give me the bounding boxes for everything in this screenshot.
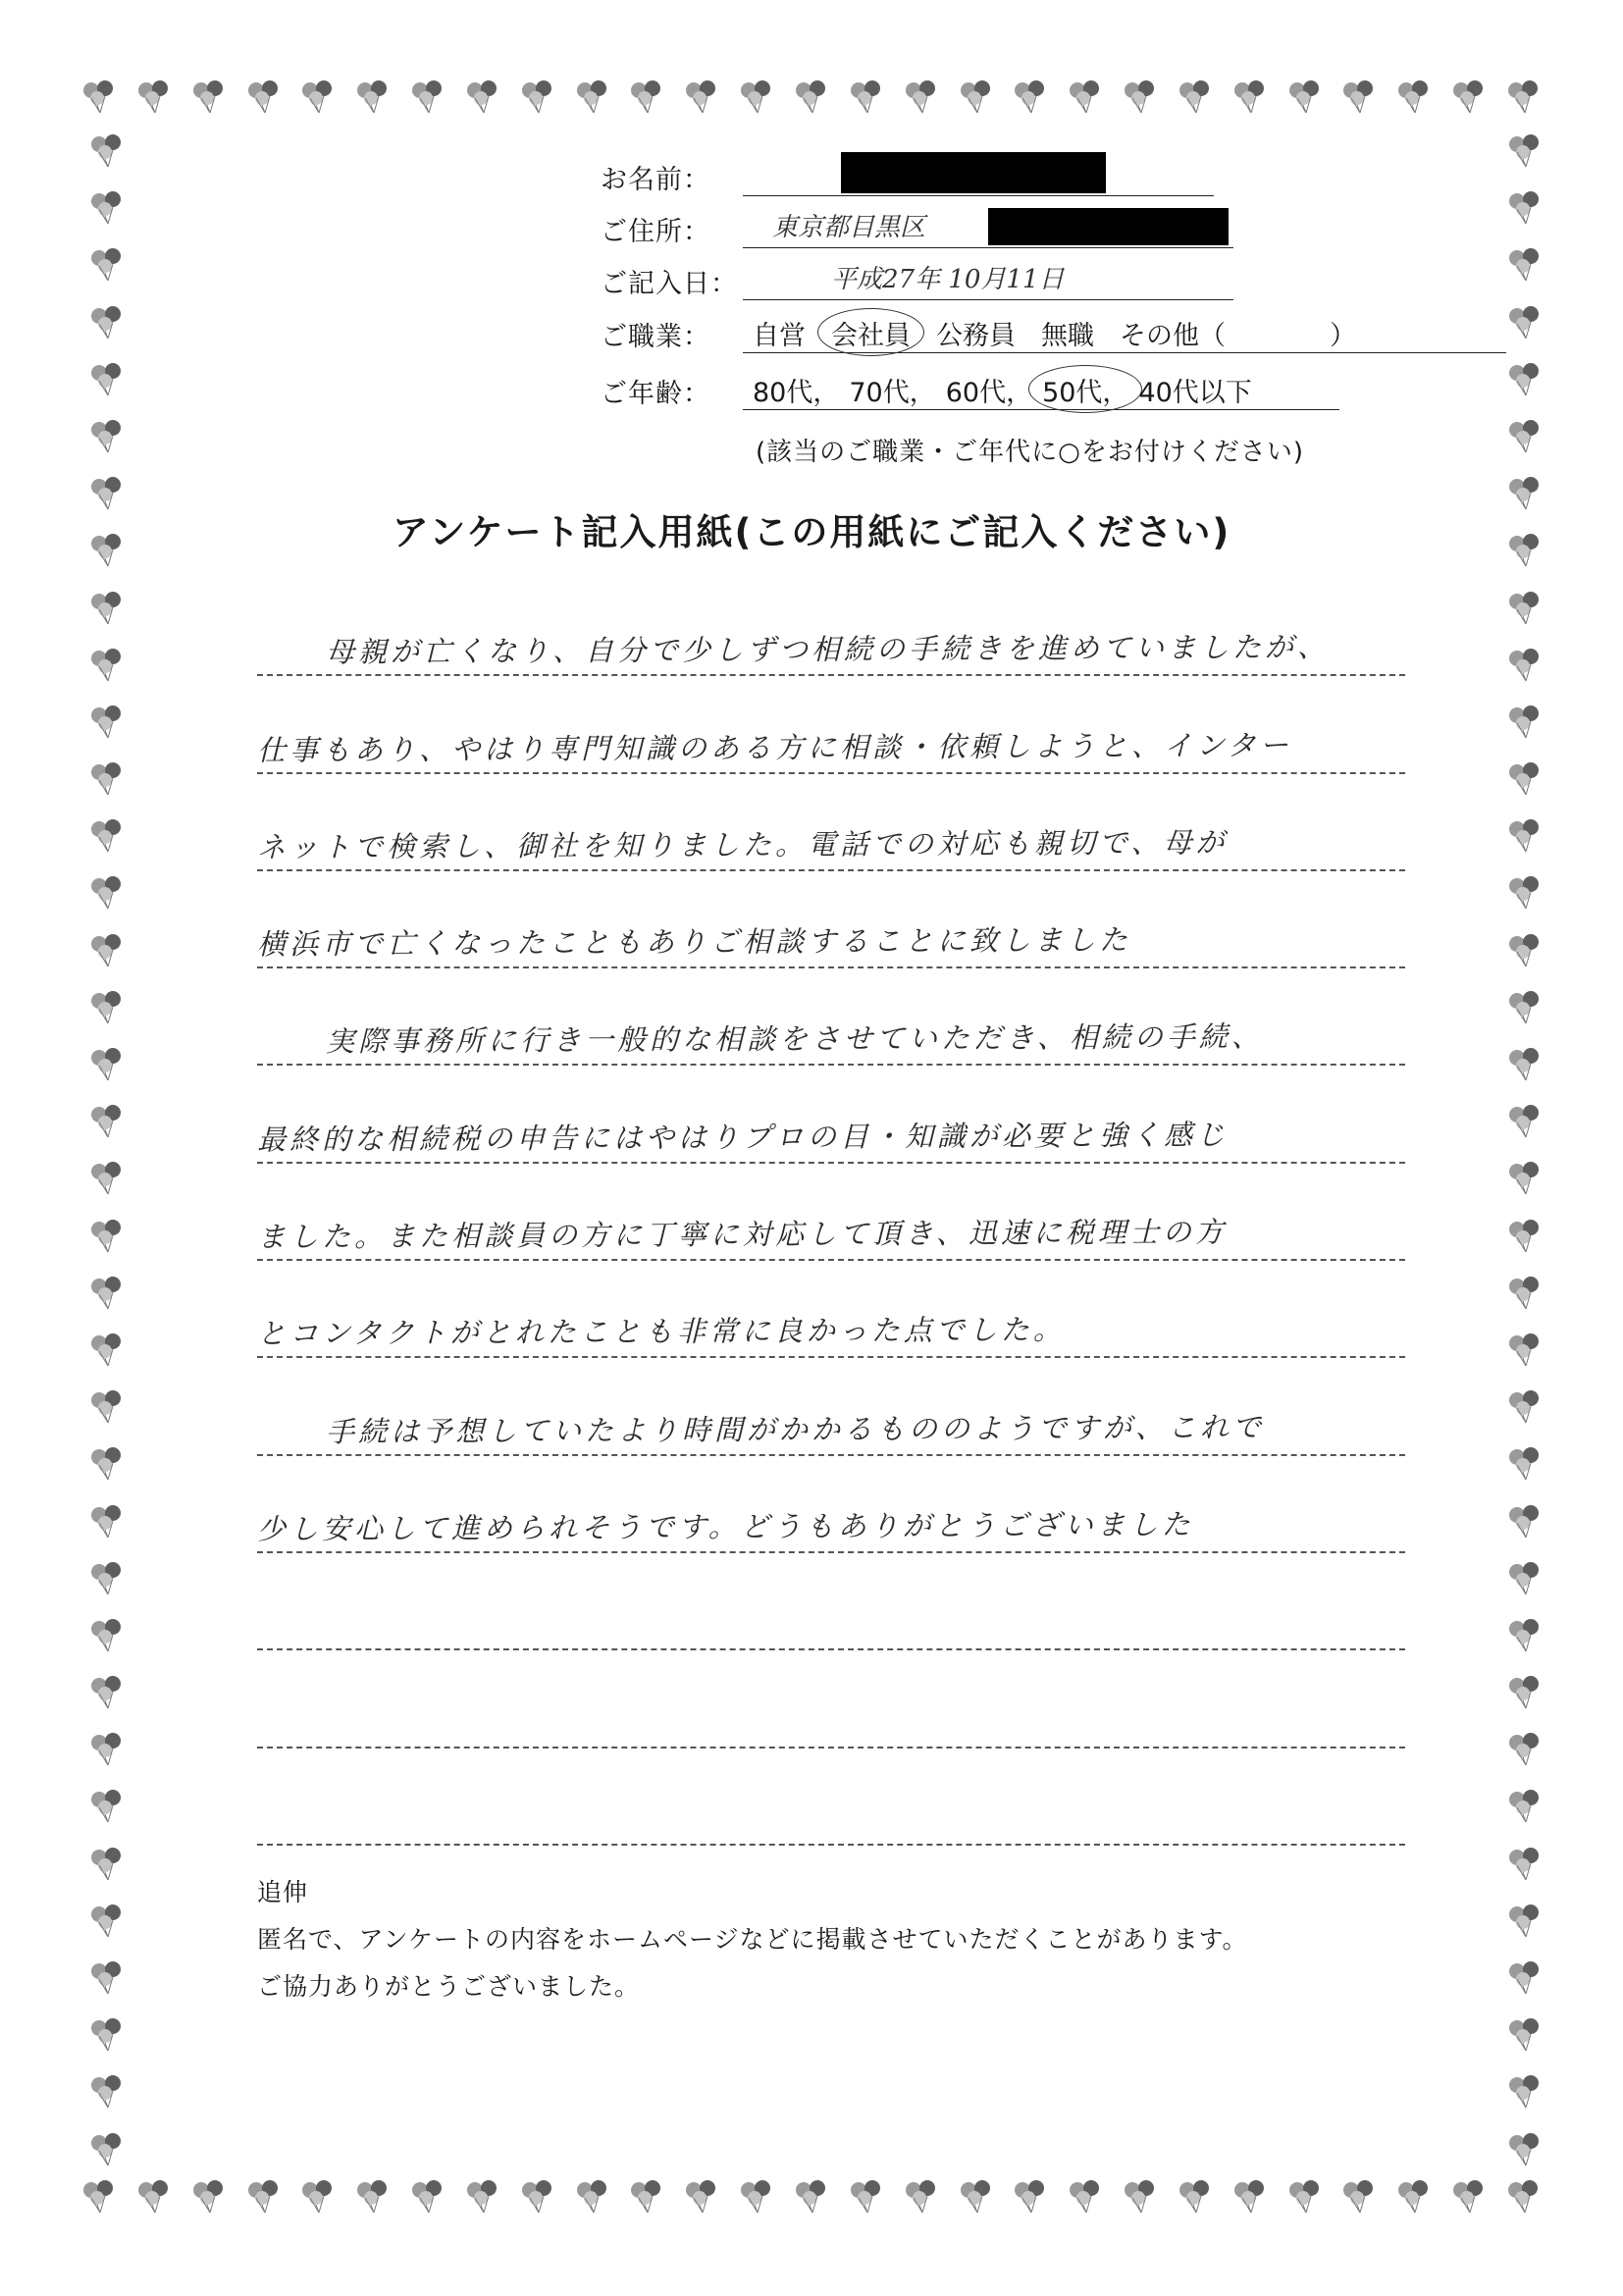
balloon-bunch-icon <box>1177 2178 1216 2216</box>
balloon-bunch-icon <box>88 1331 128 1369</box>
balloon-bunch-icon <box>793 78 832 116</box>
balloon-bunch-icon <box>1506 132 1545 170</box>
balloon-bunch-icon <box>88 1560 128 1597</box>
balloon-bunch-icon <box>88 989 128 1026</box>
postscript-line-1: 匿名で、アンケートの内容をホームページなどに掲載させていただくことがあります。 <box>257 1925 1248 1954</box>
balloon-bunch-icon <box>738 2178 777 2216</box>
address-value: 東京都目黒区 <box>772 213 926 242</box>
balloon-bunch-icon <box>80 78 120 116</box>
balloon-bunch-icon <box>519 78 558 116</box>
address-redaction <box>988 208 1229 245</box>
balloon-bunch-icon <box>88 1846 128 1883</box>
balloon-bunch-icon <box>1506 1445 1545 1483</box>
balloon-bunch-icon <box>683 2178 722 2216</box>
date-value-line <box>743 256 1233 300</box>
age-option: 40代以下 <box>1138 378 1252 408</box>
balloon-bunch-icon <box>464 78 503 116</box>
balloon-bunch-icon <box>299 2178 339 2216</box>
balloon-bunch-icon <box>88 1617 128 1654</box>
job-options <box>743 309 1506 353</box>
age-option: 80代， <box>753 378 840 408</box>
balloon-bunch-icon <box>628 78 667 116</box>
balloon-bunch-icon <box>848 2178 887 2216</box>
ruled-line <box>257 579 1405 676</box>
balloon-bunch-icon <box>1450 2178 1490 2216</box>
balloon-bunch-icon <box>88 760 128 798</box>
balloon-bunch-icon <box>88 1503 128 1540</box>
balloon-bunch-icon <box>299 78 339 116</box>
balloon-bunch-icon <box>1506 189 1545 227</box>
border-bottom <box>80 2178 1544 2216</box>
handwritten-text: 最終的な相続税の申告にはやはりプロの目・知識が必要と強く感じ <box>256 1118 1230 1157</box>
postscript <box>257 1869 1248 2010</box>
ruled-line <box>257 1164 1405 1261</box>
job-option: 公務員 <box>936 321 1016 351</box>
balloon-bunch-icon <box>1506 246 1545 284</box>
job-option: 会社員 <box>829 314 913 352</box>
balloon-bunch-icon <box>738 78 777 116</box>
date-value: 平成27年 10月11日 <box>831 265 1065 294</box>
address-field <box>601 201 1233 248</box>
balloon-bunch-icon <box>245 78 285 116</box>
balloon-bunch-icon <box>190 2178 230 2216</box>
age-label: ご年齢： <box>601 379 710 409</box>
balloon-bunch-icon <box>190 78 230 116</box>
balloon-bunch-icon <box>1506 1388 1545 1426</box>
balloon-bunch-icon <box>88 361 128 398</box>
balloon-bunch-icon <box>1506 2016 1545 2054</box>
balloon-bunch-icon <box>1506 704 1545 741</box>
balloon-bunch-icon <box>1067 78 1106 116</box>
balloon-bunch-icon <box>848 78 887 116</box>
balloon-bunch-icon <box>1506 1560 1545 1597</box>
balloon-bunch-icon <box>574 2178 613 2216</box>
balloon-bunch-icon <box>1506 1103 1545 1140</box>
balloon-bunch-icon <box>1122 2178 1161 2216</box>
postscript-heading: 追伸 <box>257 1878 309 1906</box>
balloon-bunch-icon <box>1286 78 1326 116</box>
balloon-bunch-icon <box>793 2178 832 2216</box>
balloon-bunch-icon <box>1012 2178 1051 2216</box>
balloon-bunch-icon <box>1506 1959 1545 1997</box>
ruled-line <box>257 1456 1405 1553</box>
name-value <box>743 152 1214 196</box>
balloon-bunch-icon <box>1506 418 1545 455</box>
balloon-bunch-icon <box>88 246 128 284</box>
balloon-bunch-icon <box>464 2178 503 2216</box>
balloon-bunch-icon <box>88 418 128 455</box>
balloon-bunch-icon <box>1012 78 1051 116</box>
border-top <box>80 78 1544 116</box>
balloon-bunch-icon <box>354 2178 393 2216</box>
balloon-bunch-icon <box>88 1046 128 1083</box>
form-title: アンケート記入用紙(この用紙にご記入ください) <box>392 511 1231 553</box>
ruled-line <box>257 968 1405 1066</box>
address-value-line <box>743 204 1233 248</box>
balloon-bunch-icon <box>88 874 128 912</box>
balloon-bunch-icon <box>88 1275 128 1312</box>
balloon-bunch-icon <box>88 647 128 684</box>
balloon-bunch-icon <box>1231 78 1271 116</box>
job-option: 自営 <box>753 321 806 351</box>
handwritten-text: 横浜市で亡くなったこともありご相談することに致しました <box>256 922 1132 962</box>
balloon-bunch-icon <box>88 1388 128 1426</box>
handwritten-text: とコンタクトがとれたことも非常に良かった点でした。 <box>256 1313 1066 1351</box>
handwritten-text: ました。また相談員の方に丁寧に対応して頂き、迅速に税理士の方 <box>256 1215 1228 1254</box>
balloon-bunch-icon <box>1395 78 1435 116</box>
balloon-bunch-icon <box>1450 78 1490 116</box>
ruled-line <box>257 871 1405 968</box>
balloon-bunch-icon <box>1506 1903 1545 1940</box>
ruled-line <box>257 1650 1405 1748</box>
balloon-bunch-icon <box>135 2178 175 2216</box>
handwritten-text: 手続は予想していたより時間がかかるもののようですが、これで <box>325 1409 1266 1448</box>
balloon-bunch-icon <box>1506 304 1545 341</box>
ruled-line <box>257 1358 1405 1455</box>
ruled-line <box>257 1553 1405 1650</box>
balloon-bunch-icon <box>409 78 448 116</box>
balloon-bunch-icon <box>1505 2178 1544 2216</box>
balloon-bunch-icon <box>88 1788 128 1825</box>
balloon-bunch-icon <box>1506 817 1545 855</box>
balloon-bunch-icon <box>1506 1674 1545 1711</box>
balloon-bunch-icon <box>1506 1046 1545 1083</box>
balloon-bunch-icon <box>1506 1331 1545 1369</box>
balloon-bunch-icon <box>1506 2073 1545 2111</box>
date-label: ご記入日： <box>601 269 738 299</box>
balloon-bunch-icon <box>88 704 128 741</box>
balloon-bunch-icon <box>1067 2178 1106 2216</box>
balloon-bunch-icon <box>1506 1731 1545 1768</box>
balloon-bunch-icon <box>88 189 128 227</box>
date-field <box>601 253 1233 300</box>
balloon-bunch-icon <box>1506 932 1545 969</box>
selection-note: (該当のご職業・ご年代に○をお付けください) <box>756 438 1304 467</box>
balloon-bunch-icon <box>409 2178 448 2216</box>
job-field <box>601 306 1506 353</box>
balloon-bunch-icon <box>1506 989 1545 1026</box>
balloon-bunch-icon <box>88 1731 128 1768</box>
balloon-bunch-icon <box>80 2178 120 2216</box>
age-option: 50代， <box>1040 371 1130 409</box>
handwritten-text: 仕事もあり、やはり専門知識のある方に相談・依頼しようと、インター <box>256 727 1292 767</box>
balloon-bunch-icon <box>958 78 997 116</box>
balloon-bunch-icon <box>574 78 613 116</box>
age-option: 60代， <box>945 378 1033 408</box>
balloon-bunch-icon <box>519 2178 558 2216</box>
balloon-bunch-icon <box>1340 2178 1380 2216</box>
balloon-bunch-icon <box>903 2178 942 2216</box>
balloon-bunch-icon <box>1506 1160 1545 1197</box>
balloon-bunch-icon <box>245 2178 285 2216</box>
balloon-bunch-icon <box>1506 361 1545 398</box>
handwritten-text: 少し安心して進められそうです。どうもありがとうございました <box>256 1507 1194 1546</box>
balloon-bunch-icon <box>354 78 393 116</box>
job-option: その他（ <box>1120 321 1226 351</box>
balloon-bunch-icon <box>88 932 128 969</box>
balloon-bunch-icon <box>88 1903 128 1940</box>
border-right <box>1506 132 1545 2168</box>
balloon-bunch-icon <box>88 1103 128 1140</box>
balloon-bunch-icon <box>88 132 128 170</box>
balloon-bunch-icon <box>88 817 128 855</box>
balloon-bunch-icon <box>88 2131 128 2168</box>
handwritten-text: 実際事務所に行き一般的な相談をさせていただき、相続の手続、 <box>325 1019 1264 1059</box>
balloon-bunch-icon <box>1340 78 1380 116</box>
address-label: ご住所： <box>601 217 710 247</box>
age-field <box>601 363 1339 410</box>
balloon-bunch-icon <box>1122 78 1161 116</box>
balloon-bunch-icon <box>88 2016 128 2054</box>
balloon-bunch-icon <box>1506 760 1545 798</box>
balloon-bunch-icon <box>628 2178 667 2216</box>
balloon-bunch-icon <box>88 1959 128 1997</box>
balloon-bunch-icon <box>88 1445 128 1483</box>
balloon-bunch-icon <box>88 304 128 341</box>
balloon-bunch-icon <box>1506 1503 1545 1540</box>
job-option: 無職 <box>1041 321 1094 351</box>
balloon-bunch-icon <box>88 1674 128 1711</box>
ruled-line <box>257 1261 1405 1358</box>
job-label: ご職業： <box>601 322 710 352</box>
balloon-bunch-icon <box>1286 2178 1326 2216</box>
balloon-bunch-icon <box>1506 1846 1545 1883</box>
ruled-line <box>257 774 1405 871</box>
balloon-bunch-icon <box>958 2178 997 2216</box>
job-option: ） <box>1330 321 1356 351</box>
handwritten-text: ネットで検索し、御社を知りました。電話での対応も親切で、母が <box>256 825 1229 864</box>
balloon-bunch-icon <box>1506 1218 1545 1255</box>
age-option: 70代， <box>849 378 936 408</box>
balloon-bunch-icon <box>1505 78 1544 116</box>
balloon-bunch-icon <box>88 1160 128 1197</box>
balloon-bunch-icon <box>1506 874 1545 912</box>
balloon-bunch-icon <box>1506 590 1545 627</box>
balloon-bunch-icon <box>135 78 175 116</box>
balloon-bunch-icon <box>1506 2131 1545 2168</box>
handwritten-text: 母親が亡くなり、自分で少しずつ相続の手続きを進めていましたが、 <box>325 630 1331 669</box>
balloon-bunch-icon <box>1231 2178 1271 2216</box>
name-label: お名前： <box>601 165 710 195</box>
handwritten-comment-area <box>257 579 1405 1846</box>
age-options <box>743 366 1339 410</box>
balloon-bunch-icon <box>1506 647 1545 684</box>
balloon-bunch-icon <box>88 590 128 627</box>
ruled-line <box>257 676 1405 773</box>
balloon-bunch-icon <box>1506 1275 1545 1312</box>
balloon-bunch-icon <box>1177 78 1216 116</box>
border-left <box>88 132 128 2168</box>
balloon-bunch-icon <box>88 2073 128 2111</box>
name-redaction <box>841 152 1106 193</box>
postscript-line-2: ご協力ありがとうございました。 <box>257 1972 641 2001</box>
balloon-bunch-icon <box>683 78 722 116</box>
name-field <box>601 149 1214 196</box>
balloon-bunch-icon <box>1506 1788 1545 1825</box>
balloon-bunch-icon <box>88 1218 128 1255</box>
balloon-bunch-icon <box>903 78 942 116</box>
ruled-line <box>257 1066 1405 1163</box>
ruled-line <box>257 1748 1405 1846</box>
balloon-bunch-icon <box>1506 1617 1545 1654</box>
balloon-bunch-icon <box>1395 2178 1435 2216</box>
